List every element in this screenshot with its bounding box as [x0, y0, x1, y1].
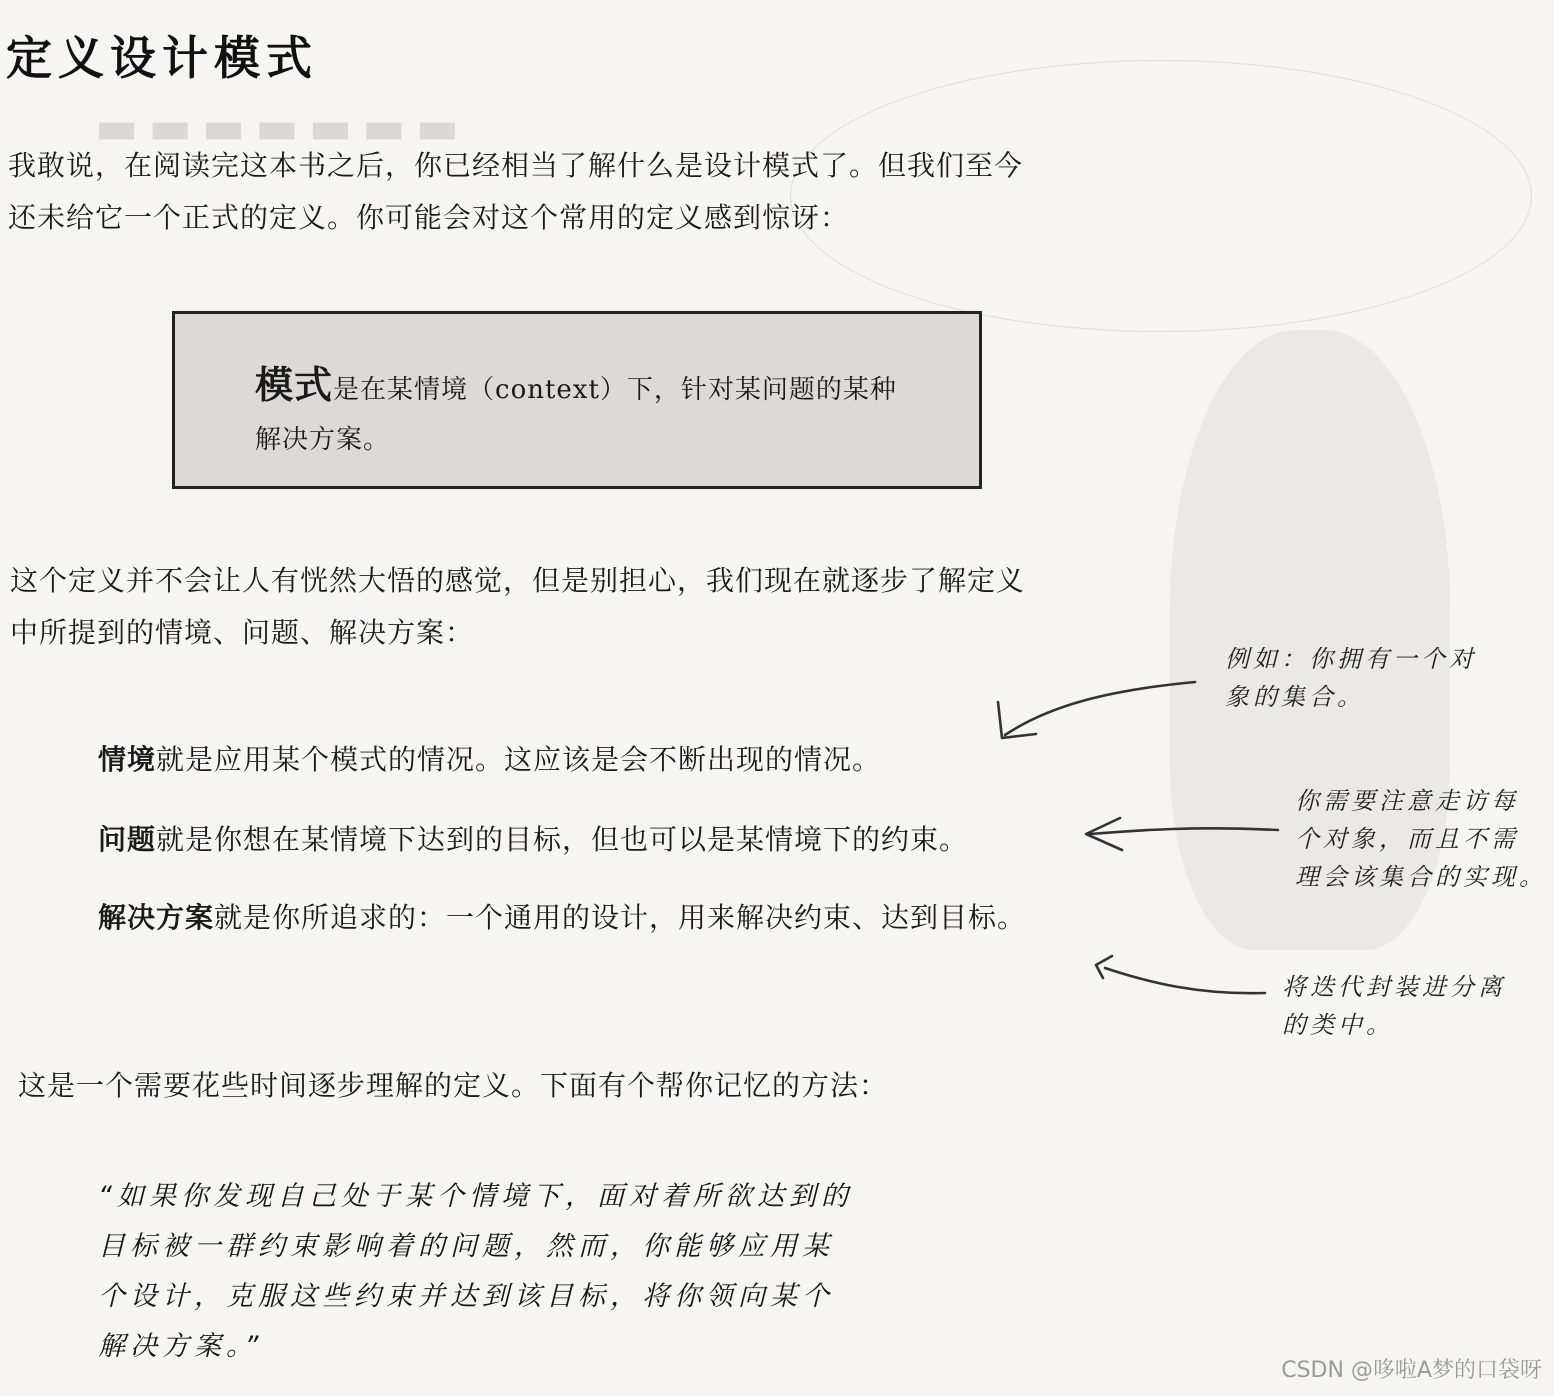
annotation-line: 理会该集合的实现。 [1295, 863, 1547, 891]
explain-line-2: 中所提到的情境、问题、解决方案： [10, 616, 475, 649]
memory-intro: 这是一个需要花些时间逐步理解的定义。下面有个帮你记忆的方法： [18, 1069, 889, 1102]
item-term: 问题 [98, 823, 157, 856]
explain-line-1: 这个定义并不会让人有恍然大悟的感觉，但是别担心，我们现在就逐步了解定义 [10, 564, 1026, 597]
csdn-watermark: CSDN @哆啦A梦的口袋呀 [1281, 1358, 1542, 1383]
annotation-line: 你需要注意走访每 [1295, 787, 1519, 815]
annotation-line: 象的集合。 [1225, 683, 1365, 711]
annotation-line: 将迭代封装进分离 [1282, 973, 1506, 1001]
arrow-head-solution [1096, 956, 1112, 978]
quote-line: 个设计，克服这些约束并达到该目标，将你领向某个 [98, 1281, 834, 1312]
definition-rest: 是在某情境（context）下，针对某问题的某种 [333, 375, 897, 405]
ghost-bleed-through: ▬▬▬▬▬▬▬ [95, 100, 470, 154]
item-text: 就是你所追求的：一个通用的设计，用来解决约束、达到目标。 [214, 901, 1027, 934]
item-text: 就是你想在某情境下达到的目标，但也可以是某情境下的约束。 [156, 823, 969, 856]
annotation-line: 的类中。 [1282, 1011, 1394, 1039]
intro-line-1: 我敢说，在阅读完这本书之后，你已经相当了解什么是设计模式了。但我们至今 [8, 149, 1024, 182]
quote-line: “如果你发现自己处于某个情境下，面对着所欲达到的 [98, 1181, 853, 1212]
annotation-line: 例如：你拥有一个对 [1225, 645, 1477, 673]
page-title: 定义设计模式 [6, 31, 318, 85]
arrow-solution [1105, 968, 1265, 993]
item-term: 解决方案 [98, 901, 215, 934]
definition-term: 模式 [255, 363, 334, 407]
item-term: 情境 [98, 743, 157, 776]
intro-line-2: 还未给它一个正式的定义。你可能会对这个常用的定义感到惊讶： [8, 201, 850, 234]
memory-quote [98, 1172, 918, 1372]
arrow-context [1005, 682, 1195, 735]
definition-line-2: 解决方案。 [255, 425, 391, 455]
item-text: 就是应用某个模式的情况。这应该是会不断出现的情况。 [156, 743, 882, 776]
quote-line: 解决方案。” [98, 1331, 264, 1362]
annotation-line: 个对象，而且不需 [1295, 825, 1519, 853]
quote-line: 目标被一群约束影响着的问题，然而，你能够应用某 [98, 1231, 834, 1262]
arrow-problem [1090, 828, 1278, 834]
